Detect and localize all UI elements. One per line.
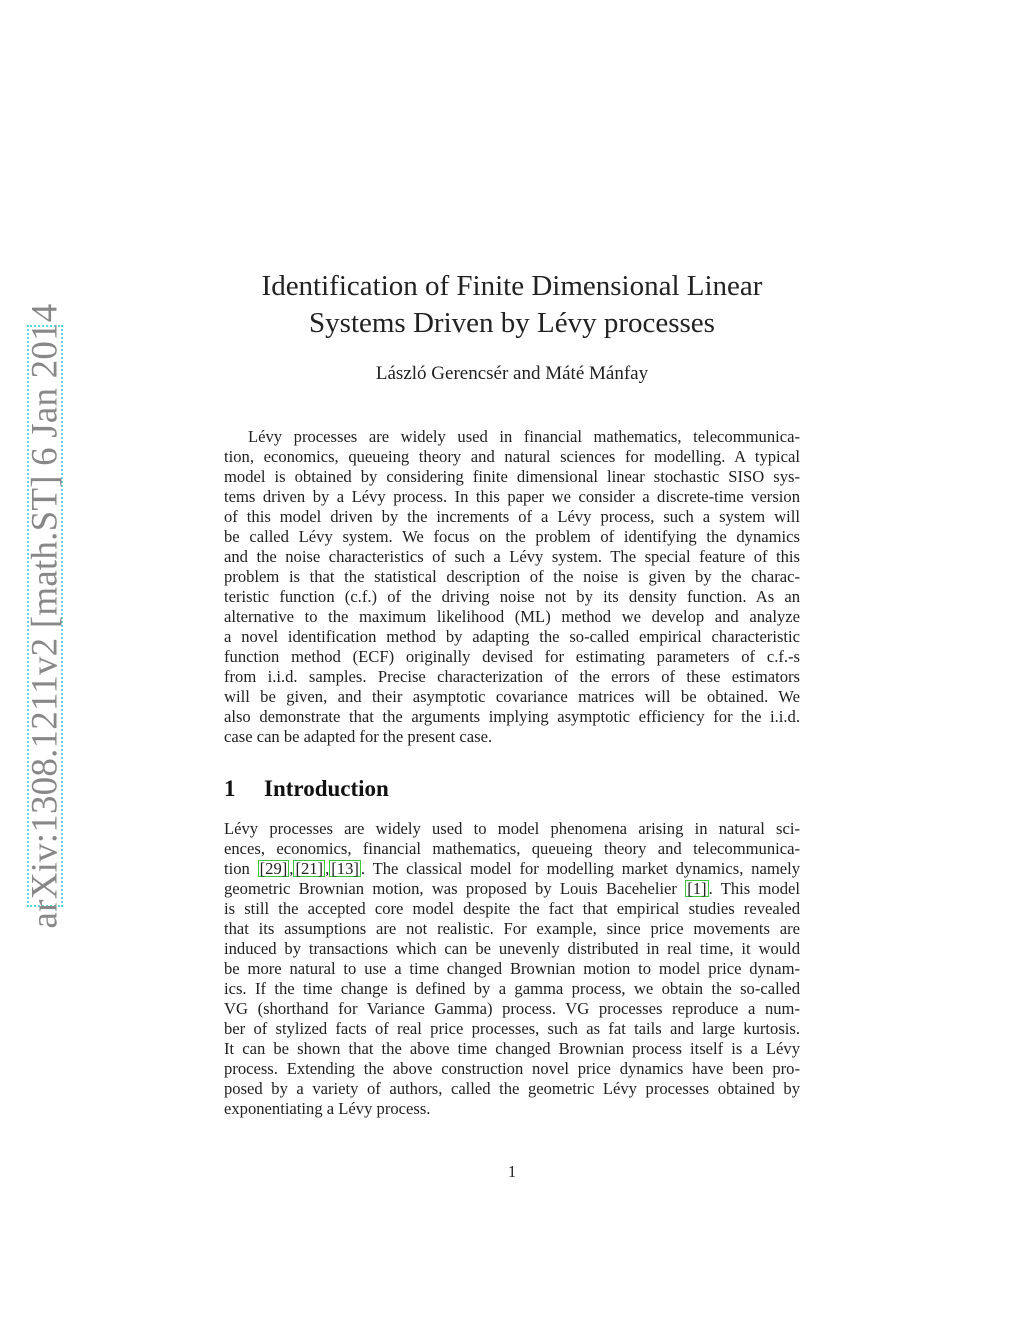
abstract-line: function method (ECF) originally devised for estimating parameters of c.f.-s	[224, 647, 800, 666]
abstract-line: and the noise characteristics of such a Lévy system. The special feature of this	[224, 547, 800, 566]
citation-link-29[interactable]: [29]	[259, 859, 288, 878]
author-list: László Gerencsér and Máté Mánfay	[375, 363, 649, 384]
intro-line-with-citation: geometric Brownian motion, was proposed by Louis Bacehelier [1] . This model	[224, 879, 800, 898]
abstract-line: problem is that the statistical description of the noise is given by the charac-	[224, 567, 800, 586]
section-number: 1	[224, 776, 236, 801]
abstract	[224, 427, 800, 747]
intro-line: It can be shown that the above time changed Brownian process itself is a Lévy	[224, 1039, 800, 1058]
title-line-2: Systems Driven by Lévy processes	[309, 307, 715, 339]
citation-link-1[interactable]: [1]	[687, 879, 707, 898]
intro-line-with-citations: tion [29] , [21] , [13] . The classical model for modelling market dynamics, namely	[224, 859, 800, 878]
intro-line: is still the accepted core model despite the fact that empirical studies revealed	[224, 899, 800, 918]
intro-line: posed by a variety of authors, called the geometric Lévy processes obtained by	[224, 1079, 800, 1098]
section-heading-introduction	[224, 776, 389, 802]
abstract-line: a novel identification method by adapting the so-called empirical characteristic	[224, 627, 800, 646]
intro-line: be more natural to use a time changed Brownian motion to model price dynam-	[224, 959, 800, 978]
abstract-line: alternative to the maximum likelihood (ML) method we develop and analyze	[224, 607, 800, 626]
intro-line: VG (shorthand for Variance Gamma) process. VG processes reproduce a num-	[224, 999, 800, 1018]
abstract-line: model is obtained by considering finite dimensional linear stochastic SISO sys-	[224, 467, 800, 486]
intro-line: induced by transactions which can be unevenly distributed in real time, it would	[224, 939, 800, 958]
section-title: Introduction	[264, 776, 389, 801]
intro-line: ics. If the time change is defined by a gamma process, we obtain the so-called	[224, 979, 800, 998]
intro-line: that its assumptions are not realistic. For example, since price movements are	[224, 919, 800, 938]
abstract-line: tems driven by a Lévy process. In this paper we consider a discrete-time version	[224, 487, 800, 506]
arxiv-identifier: arXiv:1308.1211v2 [math.ST] 6 Jan 2014	[24, 303, 66, 929]
intro-line: exponentiating a Lévy process.	[224, 1099, 431, 1118]
abstract-line: of this model driven by the increments of a Lévy process, such a system will	[224, 507, 800, 526]
citation-link-13[interactable]: [13]	[331, 859, 359, 878]
abstract-line: Lévy processes are widely used in financial mathematics, telecommunica-	[248, 427, 800, 446]
abstract-line: teristic function (c.f.) of the driving noise not by its density function. As an	[224, 587, 800, 606]
intro-line: ences, economics, financial mathematics, queueing theory and telecommunica-	[224, 839, 800, 858]
paper-title	[180, 268, 844, 342]
intro-line: Lévy processes are widely used to model phenomena arising in natural sci-	[224, 819, 800, 838]
abstract-line: tion, economics, queueing theory and natural sciences for modelling. A typical	[224, 447, 800, 466]
intro-line: process. Extending the above construction novel price dynamics have been pro-	[224, 1059, 800, 1078]
abstract-line: also demonstrate that the arguments implying asymptotic efficiency for the i.i.d.	[224, 707, 800, 726]
abstract-line: from i.i.d. samples. Precise characterization of the errors of these estimators	[224, 667, 800, 686]
abstract-line: will be given, and their asymptotic covariance matrices will be obtained. We	[224, 687, 800, 706]
title-line-1: Identification of Finite Dimensional Linear	[261, 270, 763, 302]
abstract-line: be called Lévy system. We focus on the problem of identifying the dynamics	[224, 527, 800, 546]
introduction-body	[224, 819, 800, 1119]
intro-line: ber of stylized facts of real price processes, such as fat tails and large kurtosis.	[224, 1019, 800, 1038]
abstract-line: case can be adapted for the present case.	[224, 727, 493, 746]
page-number: 1	[507, 1162, 517, 1181]
arxiv-side-stamp[interactable]	[24, 303, 66, 929]
citation-link-21[interactable]: [21]	[295, 859, 324, 878]
